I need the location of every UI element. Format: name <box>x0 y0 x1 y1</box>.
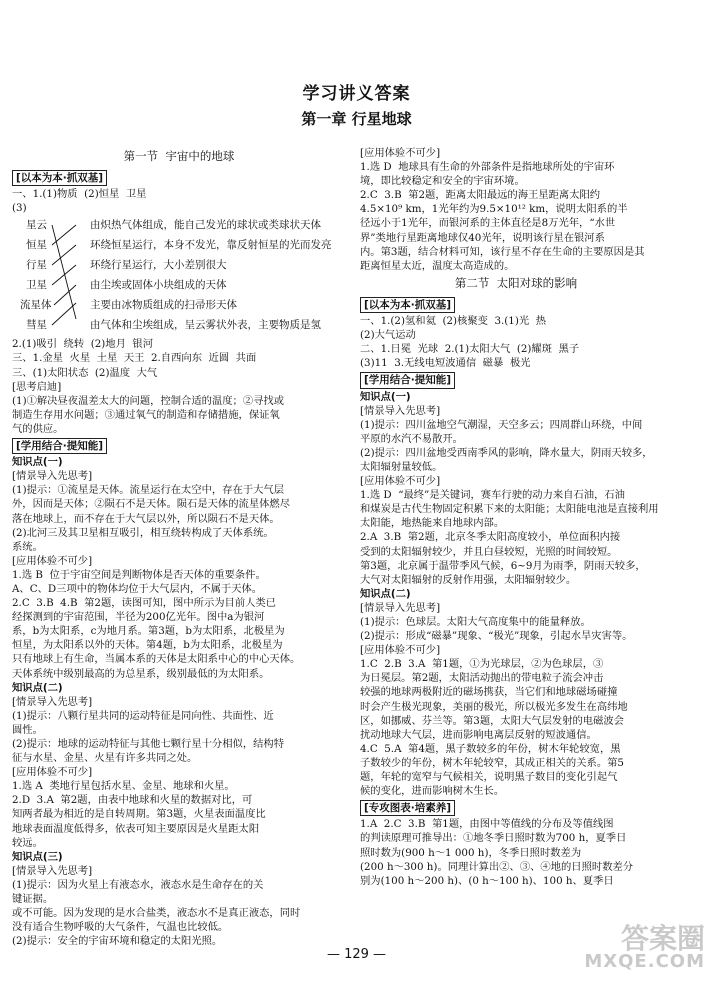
answer-line: 受到的太阳辐射较少，并且白昼较短，光照的时间较短。 <box>360 545 618 558</box>
answer-line: 三、(1)太阳状态 (2)温度 大气 <box>12 366 158 379</box>
answer-line: 系，b为太阳系，c为地月系。第3题，b为太阳系，北极星为 <box>12 625 285 638</box>
answer-line: 太阳能，地热能来自地球内部。 <box>360 517 505 530</box>
answer-line: 界”类地行星距离地球仅40光年，说明该行星在银河系 <box>360 231 605 244</box>
answer-line: (1)提示：八颗行星共同的运动特征是同向性、共面性、近 <box>12 709 274 722</box>
answer-line: 2.C 3.B 第2题，距离太阳最远的海王星距离太阳约 <box>360 189 601 202</box>
answer-line: 距离恒星太近，温度太高造成的。 <box>360 259 515 272</box>
answer-line: 二、1.日冕 光球 2.(1)太阳大气 (2)耀斑 黑子 <box>360 343 580 356</box>
diagram-label-satellite: 卫星 <box>26 279 47 292</box>
answer-line: (2)大气运动 <box>360 329 416 342</box>
answer-line: 2.A 3.B 第2题，北京冬季太阳高度较小，单位面积内接 <box>360 531 621 544</box>
section-box: [学用结合·提知能] <box>12 438 107 454</box>
subsection-label: [情景导入先思考] <box>360 404 441 417</box>
answer-line: (1)提示：①流星是天体。流星运行在太空中，存在于大气层 <box>12 484 285 497</box>
page-number: — 129 — <box>326 947 387 962</box>
answer-line: 和煤炭是古代生物固定积累下来的太阳能；太阳能电池是直接利用 <box>360 503 659 516</box>
subsection-label: [思考启迪] <box>12 380 62 393</box>
answer-line: 一、1.(2)氢和氦 (2)核聚变 3.(1)光 热 <box>360 315 547 328</box>
diagram-label-nebula: 星云 <box>26 219 47 232</box>
answer-line: 恒星，为太阳系以外的天体。第4题，b为太阳系，北极星为 <box>12 639 283 652</box>
answer-line: (2)提示：安全的宇宙环境和稳定的太阳光照。 <box>12 935 223 948</box>
answer-line: (2)北河三及其卫星相互吸引，相互绕转构成了天体系统。 <box>12 526 274 539</box>
answer-line: 2.D 3.A 第2题，由表中地球和火星的数据对比，可 <box>12 794 253 807</box>
answer-line: (3)11 3.无线电短波通信 磁暴 极光 <box>360 357 531 370</box>
answer-line: 外，因而是天体；②陨石不是天体。陨石是天体的流星体燃尽 <box>12 498 291 511</box>
left-column <box>12 146 346 948</box>
answer-line: 候的变化，进而影响树木生长。 <box>360 785 505 798</box>
answer-line: (3) <box>12 202 27 215</box>
section-title: 第二节 太阳对球的影响 <box>454 275 578 290</box>
subsection-label: [应用体验不可少] <box>12 554 93 567</box>
answer-line: 制造生存用水问题；③通过氧气的制造和存储措施，保证氧 <box>12 408 280 421</box>
answer-line: 太阳辐射量较低。 <box>360 460 443 473</box>
answer-line: 时会产生极光现象，美丽的极光，所以极光多发生在高纬地 <box>360 700 628 713</box>
subsection-label: [情景导入先思考] <box>12 695 93 708</box>
answer-line: 只有地球上有生命，当属本系的天体是太阳系中心的中心天体。 <box>12 653 301 666</box>
answer-line: 天体系统中级别最高的为总星系，级别最低的为太阳系。 <box>12 667 270 680</box>
chapter-title: 第一章 行星地球 <box>301 110 412 128</box>
answer-line: 4.C 5.A 第4题，黑子数较多的年份，树木年轮较宽，黑 <box>360 742 621 755</box>
celestial-body-diagram <box>12 217 346 335</box>
answer-line: 内。第3题，结合材料可知，该行星不存在生命的主要原因是其 <box>360 245 645 258</box>
answer-line: 圆性。 <box>12 723 43 736</box>
answer-line: 三、1.金星 火星 土星 天王 2.自西向东 近圆 共面 <box>12 352 257 365</box>
diagram-description: 由气体和尘埃组成，呈云雾状外表，主要物质是氢 <box>90 319 321 332</box>
knowledge-point-heading: 知识点(一) <box>360 390 411 403</box>
answer-line: 1.选 D 地球具有生命的外部条件是指地球所处的宇宙环 <box>360 161 615 174</box>
diagram-label-star: 恒星 <box>26 239 47 252</box>
answer-line: (1)提示：因为火星上有液态水，液态水是生命存在的关 <box>12 878 264 891</box>
answer-line: 较远。 <box>12 836 43 849</box>
watermark-url: MXQE.COM <box>584 951 705 972</box>
answer-line: 气的供应。 <box>12 422 64 435</box>
answer-line: 没有适合生物呼吸的大气条件，气温也比较低。 <box>12 921 229 934</box>
answer-line: 征与水星、金星、火星有许多共同之处。 <box>12 752 198 765</box>
answer-line: (1)提示：色球层。太阳大气高度集中的能量释放。 <box>360 616 591 628</box>
answer-line: (200 h～300 h)。同理计算出②、③、④地的日照时数差分 <box>360 860 634 873</box>
answer-line: (2)提示：地球的运动特征与其他七颗行星十分相似，结构特 <box>12 738 285 750</box>
answer-line: 地球表面温度低得多，依表可知主要原因是火星距太阳 <box>12 822 260 835</box>
diagram-label-comet: 彗星 <box>26 319 47 332</box>
answer-line: 落在地球上，而不存在于大气层以外，所以陨石不是天体。 <box>12 512 280 525</box>
subsection-label: [情景导入先思考] <box>360 601 441 614</box>
answer-line: 系统。 <box>12 540 43 553</box>
diagram-description: 环绕行星运行，大小差别很大 <box>90 259 227 272</box>
diagram-description: 由炽热气体组成，能自己发光的球状或类球状天体 <box>90 219 321 232</box>
answer-line: 1.A 2.C 3.B 第1题，由图中等值线的分布及等值线图 <box>360 818 614 831</box>
subsection-label: [应用体验不可少] <box>12 766 93 779</box>
answer-line: 境，即比较稳定和安全的宇宙环境。 <box>360 175 525 188</box>
answer-line: 大气对太阳辐射的反射作用强，太阳辐射较少。 <box>360 573 577 586</box>
answer-line: 1.选 D “最终”是关键词，赛车行驶的动力来自石油，石油 <box>360 489 625 502</box>
answer-line: 照时数为(900 h～1 000 h)，冬季日照时数差为 <box>360 846 582 859</box>
answer-line: 的判读原理可推导出：①地冬季日照时数为700 h，夏季日 <box>360 832 627 845</box>
diagram-description: 主要由冰物质组成的扫帚形天体 <box>90 299 237 312</box>
answer-line: 题，年轮的宽窄与气候相关，说明黑子数目的变化引起气 <box>360 771 618 784</box>
answer-line: 区，如挪威、芬兰等。第3题，太阳大气层发射的电磁波会 <box>360 714 624 727</box>
answer-line: 为日冕层。第2题，太阳活动抛出的带电粒子流会冲击 <box>360 672 604 685</box>
right-column <box>360 146 672 888</box>
diagram-label-planet: 行星 <box>26 259 47 272</box>
subsection-label: [应用体验不可少] <box>360 475 441 488</box>
subsection-label: [应用体验不可少] <box>360 644 441 657</box>
answer-line: 第3题，北京属于温带季风气候，6~9月为雨季，阴雨天较多， <box>360 559 646 572</box>
answer-line: (2)提示：四川盆地受西南季风的影响，降水量大，阴雨天较多， <box>360 446 653 459</box>
answer-line: 键证据。 <box>12 893 54 906</box>
answer-line: 子数较少的年份，树木年轮较窄，其成正相关的关系。第5 <box>360 756 624 769</box>
answer-line: 1.选 A 类地行星包括水星、金星、地球和火星。 <box>12 780 235 793</box>
watermark-logo <box>584 922 705 972</box>
knowledge-point-heading: 知识点(二) <box>12 681 63 694</box>
answer-line: (1)①解决昼夜温差太大的问题，控制合适的温度；②寻找或 <box>12 394 285 407</box>
section-box: [学用结合·提知能] <box>360 372 455 388</box>
subsection-label: [应用体验不可少] <box>360 147 441 159</box>
answer-line: (2)提示：形成“磁暴”现象、“极光”现象，引起水旱灾害等。 <box>360 630 633 643</box>
answer-line: 别为(100 h～200 h)、(0 h～100 h)、100 h、夏季日 <box>360 874 614 887</box>
section-box: [专攻图表·培素养] <box>360 800 455 816</box>
section-box: [以本为本·抓双基] <box>360 297 455 313</box>
answer-line: (1)提示：四川盆地空气潮湿，天空多云；四周群山环绕，中间 <box>360 418 643 431</box>
answer-line: 一、1.(1)物质 (2)恒星 卫星 <box>12 188 147 201</box>
answer-line: 经探测到的宇宙范围，半径为200亿光年。图中a为银河 <box>12 611 265 624</box>
answer-line: 知两者最为相近的是自转周期。第3题，火星表面温度比 <box>12 808 266 821</box>
answer-line: 2.C 3.B 4.B 第2题，读图可知，图中所示为目前人类已 <box>12 597 277 610</box>
answer-line: 较强的地球两极附近的磁场携获，当它们和地球磁场碰撞 <box>360 686 618 699</box>
diagram-description: 环绕恒星运行，本身不发光，靠反射恒星的光而发亮 <box>90 239 332 252</box>
watermark-text: 答案圈 <box>620 922 705 955</box>
knowledge-point-heading: 知识点(二) <box>360 587 411 600</box>
answer-line: 1.C 2.B 3.A 第1题，①为光球层，②为色球层，③ <box>360 658 604 671</box>
answer-line: 径远小于1光年，而银河系的主体直径是8万光年，“水世 <box>360 217 616 230</box>
knowledge-point-heading: 知识点(一) <box>12 456 63 469</box>
subsection-label: [情景导入先思考] <box>12 864 93 877</box>
section-title: 第一节 宇宙中的地球 <box>123 149 235 163</box>
section-box: [以本为本·抓双基] <box>12 170 107 186</box>
answer-line: 4.5×10⁹ km，1光年约为9.5×10¹² km，说明太阳系的半 <box>360 203 628 216</box>
subsection-label: [情景导入先思考] <box>12 470 93 483</box>
diagram-label-meteoroid: 流星体 <box>20 299 52 312</box>
answer-line: A、C、D三项中的物体均位于大气层内，不属于天体。 <box>12 582 263 595</box>
answer-line: 扰动地球大气层，进而影响电离层反射的短波通信。 <box>360 728 597 741</box>
page-title: 学习讲义答案 <box>302 84 411 104</box>
answer-line: 平原的水汽不易散开。 <box>360 432 463 445</box>
answer-line: 1.选 B 位于宇宙空间是判断物体是否天体的重要条件。 <box>12 568 266 581</box>
answer-line: 2.(1)吸引 绕转 (2)地月 银河 <box>12 338 154 351</box>
knowledge-point-heading: 知识点(三) <box>12 850 63 863</box>
diagram-description: 由尘埃或固体小块组成的天体 <box>90 279 227 292</box>
answer-line: 或不可能。因为发现的是水合盐类，液态水不是真正液态，同时 <box>12 907 301 920</box>
